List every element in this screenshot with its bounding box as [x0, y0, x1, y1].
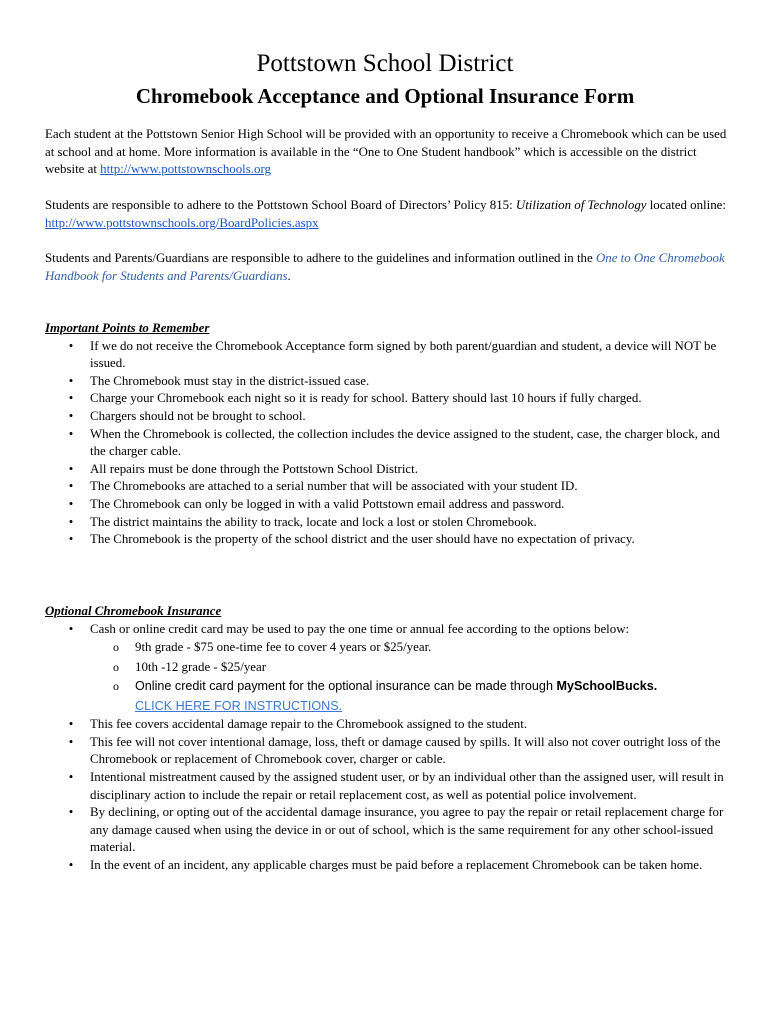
sub-bullet-icon: o	[113, 679, 119, 694]
list-item: • Intentional mistreatment caused by the assigned student user, or by an individual other than the assigned user, will result in disciplinary action to include the repair or retail replacement cost, as well as potential police involvement.	[45, 769, 735, 804]
payment-option: o 10th -12 grade - $25/year	[45, 658, 735, 678]
form-title: Chromebook Acceptance and Optional Insurance Form	[135, 84, 635, 108]
online-payment-text: Online credit card payment for the optional insurance can be made through	[135, 679, 557, 694]
bullet-icon: •	[68, 857, 74, 872]
handbook-reference: One to One Chromebook Handbook for Students and Parents/Guardians	[45, 251, 725, 283]
list-item: • The district maintains the ability to track, locate and lock a lost or stolen Chromebook.	[45, 514, 735, 532]
guidelines-text: Students and Parents/Guardians are responsible to adhere to the guidelines and information outlined in the	[45, 251, 596, 265]
important-points-section	[45, 320, 735, 549]
list-item: • By declining, or opting out of the accidental damage insurance, you agree to pay the repair or retail replacement charge for any damage caused when using the device in or out of school, which is the same requirement for any other school-issued material.	[45, 804, 735, 857]
bullet-icon: •	[68, 408, 74, 423]
bullet-icon: •	[68, 734, 74, 749]
policy-text-b: located online:	[646, 198, 726, 212]
list-item: • This fee will not cover intentional damage, loss, theft or damage caused by spills. It will also not cover outright loss of the Chromebook or replacement of Chromebook cover, charger or cable.	[45, 734, 735, 769]
payment-option-online	[45, 677, 735, 716]
list-item: • If we do not receive the Chromebook Acceptance form signed by both parent/guardian and student, a device will NOT be issued.	[45, 338, 735, 373]
board-policies-link[interactable]: http://www.pottstownschools.org/BoardPolicies.aspx	[45, 215, 319, 230]
payment-option: o 9th grade - $75 one-time fee to cover 4 years or $25/year.	[45, 638, 735, 658]
bullet-icon: •	[68, 532, 74, 547]
insurance-section	[45, 603, 735, 875]
list-item: • This fee covers accidental damage repair to the Chromebook assigned to the student.	[45, 716, 735, 734]
policy-paragraph	[45, 197, 735, 232]
list-item: • Charge your Chromebook each night so it is ready for school. Battery should last 10 hours if fully charged.	[45, 390, 735, 408]
intro-paragraph	[45, 126, 735, 179]
district-title: Pottstown School District	[256, 50, 514, 77]
intro-text: Each student at the Pottstown Senior High School will be provided with an opportunity to receive a Chromebook which can be used at school and at home. More information is available in the “One to One Student handbook” which is accessible on the district website at	[45, 127, 727, 177]
bullet-icon: •	[68, 426, 74, 441]
payment-options-list	[45, 638, 735, 716]
list-item	[45, 621, 735, 639]
list-item: • The Chromebooks are attached to a serial number that will be associated with your student ID.	[45, 478, 735, 496]
list-item: • In the event of an incident, any applicable charges must be paid before a replacement Chromebook can be taken home.	[45, 857, 735, 875]
bullet-icon: •	[68, 805, 74, 820]
bullet-icon: •	[68, 373, 74, 388]
list-item: • All repairs must be done through the Pottstown School District.	[45, 461, 735, 479]
payment-intro: Cash or online credit card may be used to pay the one time or annual fee according to the options below:	[90, 621, 630, 636]
list-item: • The Chromebook is the property of the school district and the user should have no expectation of privacy.	[45, 531, 735, 549]
bullet-icon: •	[68, 461, 74, 476]
bullet-icon: •	[68, 717, 74, 732]
policy-text-a: Students are responsible to adhere to the Pottstown School Board of Directors’ Policy 815:	[45, 198, 516, 212]
insurance-list	[45, 621, 735, 639]
bullet-icon: •	[68, 479, 74, 494]
district-website-link[interactable]: http://www.pottstownschools.org	[100, 162, 271, 177]
list-item: • The Chromebook can only be logged in with a valid Pottstown email address and password.	[45, 496, 735, 514]
bullet-icon: •	[68, 514, 74, 529]
list-item: • The Chromebook must stay in the district-issued case.	[45, 373, 735, 391]
bullet-icon: •	[68, 338, 74, 353]
policy-title: Utilization of Technology	[515, 198, 647, 212]
guidelines-end: .	[287, 268, 291, 283]
myschoolbucks-label: MySchoolBucks.	[556, 679, 658, 694]
bullet-icon: •	[68, 621, 74, 636]
insurance-terms-list	[45, 716, 735, 874]
list-item: • Chargers should not be brought to school.	[45, 408, 735, 426]
sub-bullet-icon: o	[113, 640, 119, 655]
sub-bullet-icon: o	[113, 659, 119, 674]
bullet-icon: •	[68, 391, 74, 406]
important-points-list	[45, 338, 735, 549]
guidelines-paragraph	[45, 250, 735, 285]
list-item: • When the Chromebook is collected, the collection includes the device assigned to the student, case, the charger block, and the charger cable.	[45, 426, 735, 461]
important-points-heading: Important Points to Remember	[45, 321, 210, 335]
bullet-icon: •	[68, 496, 74, 511]
insurance-heading: Optional Chromebook Insurance	[45, 604, 222, 618]
bullet-icon: •	[68, 769, 74, 784]
instructions-link[interactable]: CLICK HERE FOR INSTRUCTIONS.	[135, 698, 343, 713]
